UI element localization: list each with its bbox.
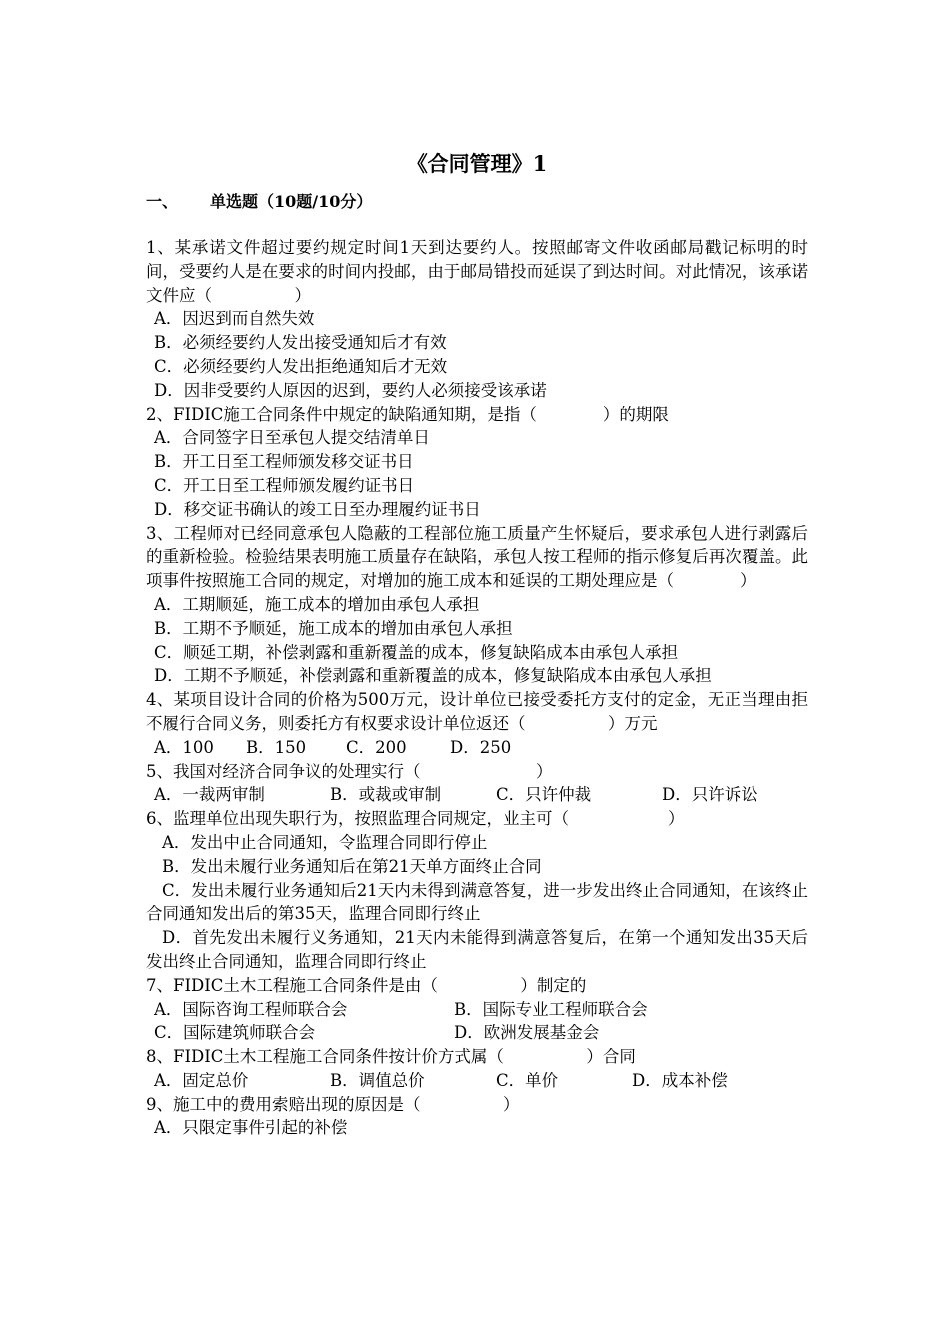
option-c: C．只许仲裁 [496,785,592,805]
section-label: 单选题（10题/10分） [210,192,373,211]
question-text: 9、施工中的费用索赔出现的原因是（ ） [146,1094,520,1114]
option-row [146,1021,808,1045]
question-8 [146,1045,808,1093]
question-5 [146,760,808,808]
question-text: 7、FIDIC土木工程施工合同条件是由（ ）制定的 [146,975,587,995]
option-b: B．或裁或审制 [330,785,442,805]
option-a: A．只限定事件引起的补偿 [154,1118,348,1138]
option-b: B．150 [246,737,307,757]
option-d: D．移交证书确认的竣工日至办理履约证书日 [154,499,481,519]
question-text: 8、FIDIC土木工程施工合同条件按计价方式属（ ）合同 [146,1047,636,1067]
option-d: D．首先发出未履行义务通知，21天内未能得到满意答复后，在第一个通知发出35天后发出终止合同通知，监理合同即行终止 [146,928,808,971]
question-text: 4、某项目设计合同的价格为500万元，设计单位已接受委托方支付的定金，无正当理由拒不履行合同义务，则委托方有权要求设计单位返还（ ）万元 [146,690,808,733]
section-number: 一、 [146,192,179,211]
option-d: D．欧洲发展基金会 [454,1023,600,1043]
option-a: A．固定总价 [154,1070,249,1090]
question-text: 5、我国对经济合同争议的处理实行（ ） [146,761,553,781]
option-a: A．发出中止合同通知，令监理合同即行停止 [162,832,488,852]
question-2 [146,403,808,522]
option-row [146,1069,808,1093]
question-9 [146,1093,808,1141]
option-b: B．工期不予顺延，施工成本的增加由承包人承担 [154,618,513,638]
question-1 [146,236,808,403]
question-4 [146,688,808,759]
option-d: D．250 [450,737,512,757]
option-d: D．成本补偿 [632,1070,728,1090]
option-a: A．国际咨询工程师联合会 [154,999,348,1019]
option-c: C．发出未履行业务通知后21天内未得到满意答复，进一步发出终止合同通知，在该终止合同通知发出后的第35天，监理合同即行终止 [146,880,808,924]
question-7 [146,974,808,1045]
document-page [146,150,808,1140]
option-b: B．国际专业工程师联合会 [454,999,648,1019]
option-b: B．调值总价 [330,1070,425,1090]
section-heading [146,190,808,214]
option-c: C．必须经要约人发出拒绝通知后才无效 [154,356,448,376]
option-a: A．100 [154,737,214,757]
question-text: 3、工程师对已经同意承包人隐蔽的工程部位施工质量产生怀疑后，要求承包人进行剥露后的重新检验。检验结果表明施工质量存在缺陷，承包人按工程师的指示修复后再次覆盖。此项事件按照施工合同的规定，对增加的施工成本和延误的工期处理应是（ ） [146,523,808,591]
option-c: C．国际建筑师联合会 [154,1023,316,1043]
question-text: 2、FIDIC施工合同条件中规定的缺陷通知期，是指（ ）的期限 [146,404,669,424]
option-d: D．因非受要约人原因的迟到，要约人必须接受该承诺 [154,380,547,400]
option-a: A．因迟到而自然失效 [154,309,315,329]
option-b: B．发出未履行业务通知后在第21天单方面终止合同 [162,856,542,876]
option-d: D．只许诉讼 [662,785,758,805]
option-c: C．单价 [496,1070,559,1090]
option-d: D．工期不予顺延，补偿剥露和重新覆盖的成本，修复缺陷成本由承包人承担 [154,666,712,686]
document-title: 《合同管理》1 [406,151,548,176]
question-text: 6、监理单位出现失职行为，按照监理合同规定，业主可（ ） [146,809,685,829]
option-b: B．必须经要约人发出接受通知后才有效 [154,333,447,353]
option-a: A．合同签字日至承包人提交结清单日 [154,428,430,448]
option-row [146,736,808,760]
option-c: C．顺延工期，补偿剥露和重新覆盖的成本，修复缺陷成本由承包人承担 [154,642,679,662]
option-c: C．200 [346,737,407,757]
option-a: A．工期顺延，施工成本的增加由承包人承担 [154,594,480,614]
option-a: A．一裁两审制 [154,785,265,805]
question-3 [146,522,808,689]
question-6 [146,807,808,974]
question-text: 1、某承诺文件超过要约规定时间1天到达要约人。按照邮寄文件收函邮局戳记标明的时间，受要约人是在要求的时间内投邮，由于邮局错投而延误了到达时间。对此情况，该承诺文件应（ ） [146,238,808,305]
option-row [146,783,808,807]
option-row [146,998,808,1022]
option-b: B．开工日至工程师颁发移交证书日 [154,452,414,472]
option-c: C．开工日至工程师颁发履约证书日 [154,475,415,495]
question-list [146,236,808,1140]
